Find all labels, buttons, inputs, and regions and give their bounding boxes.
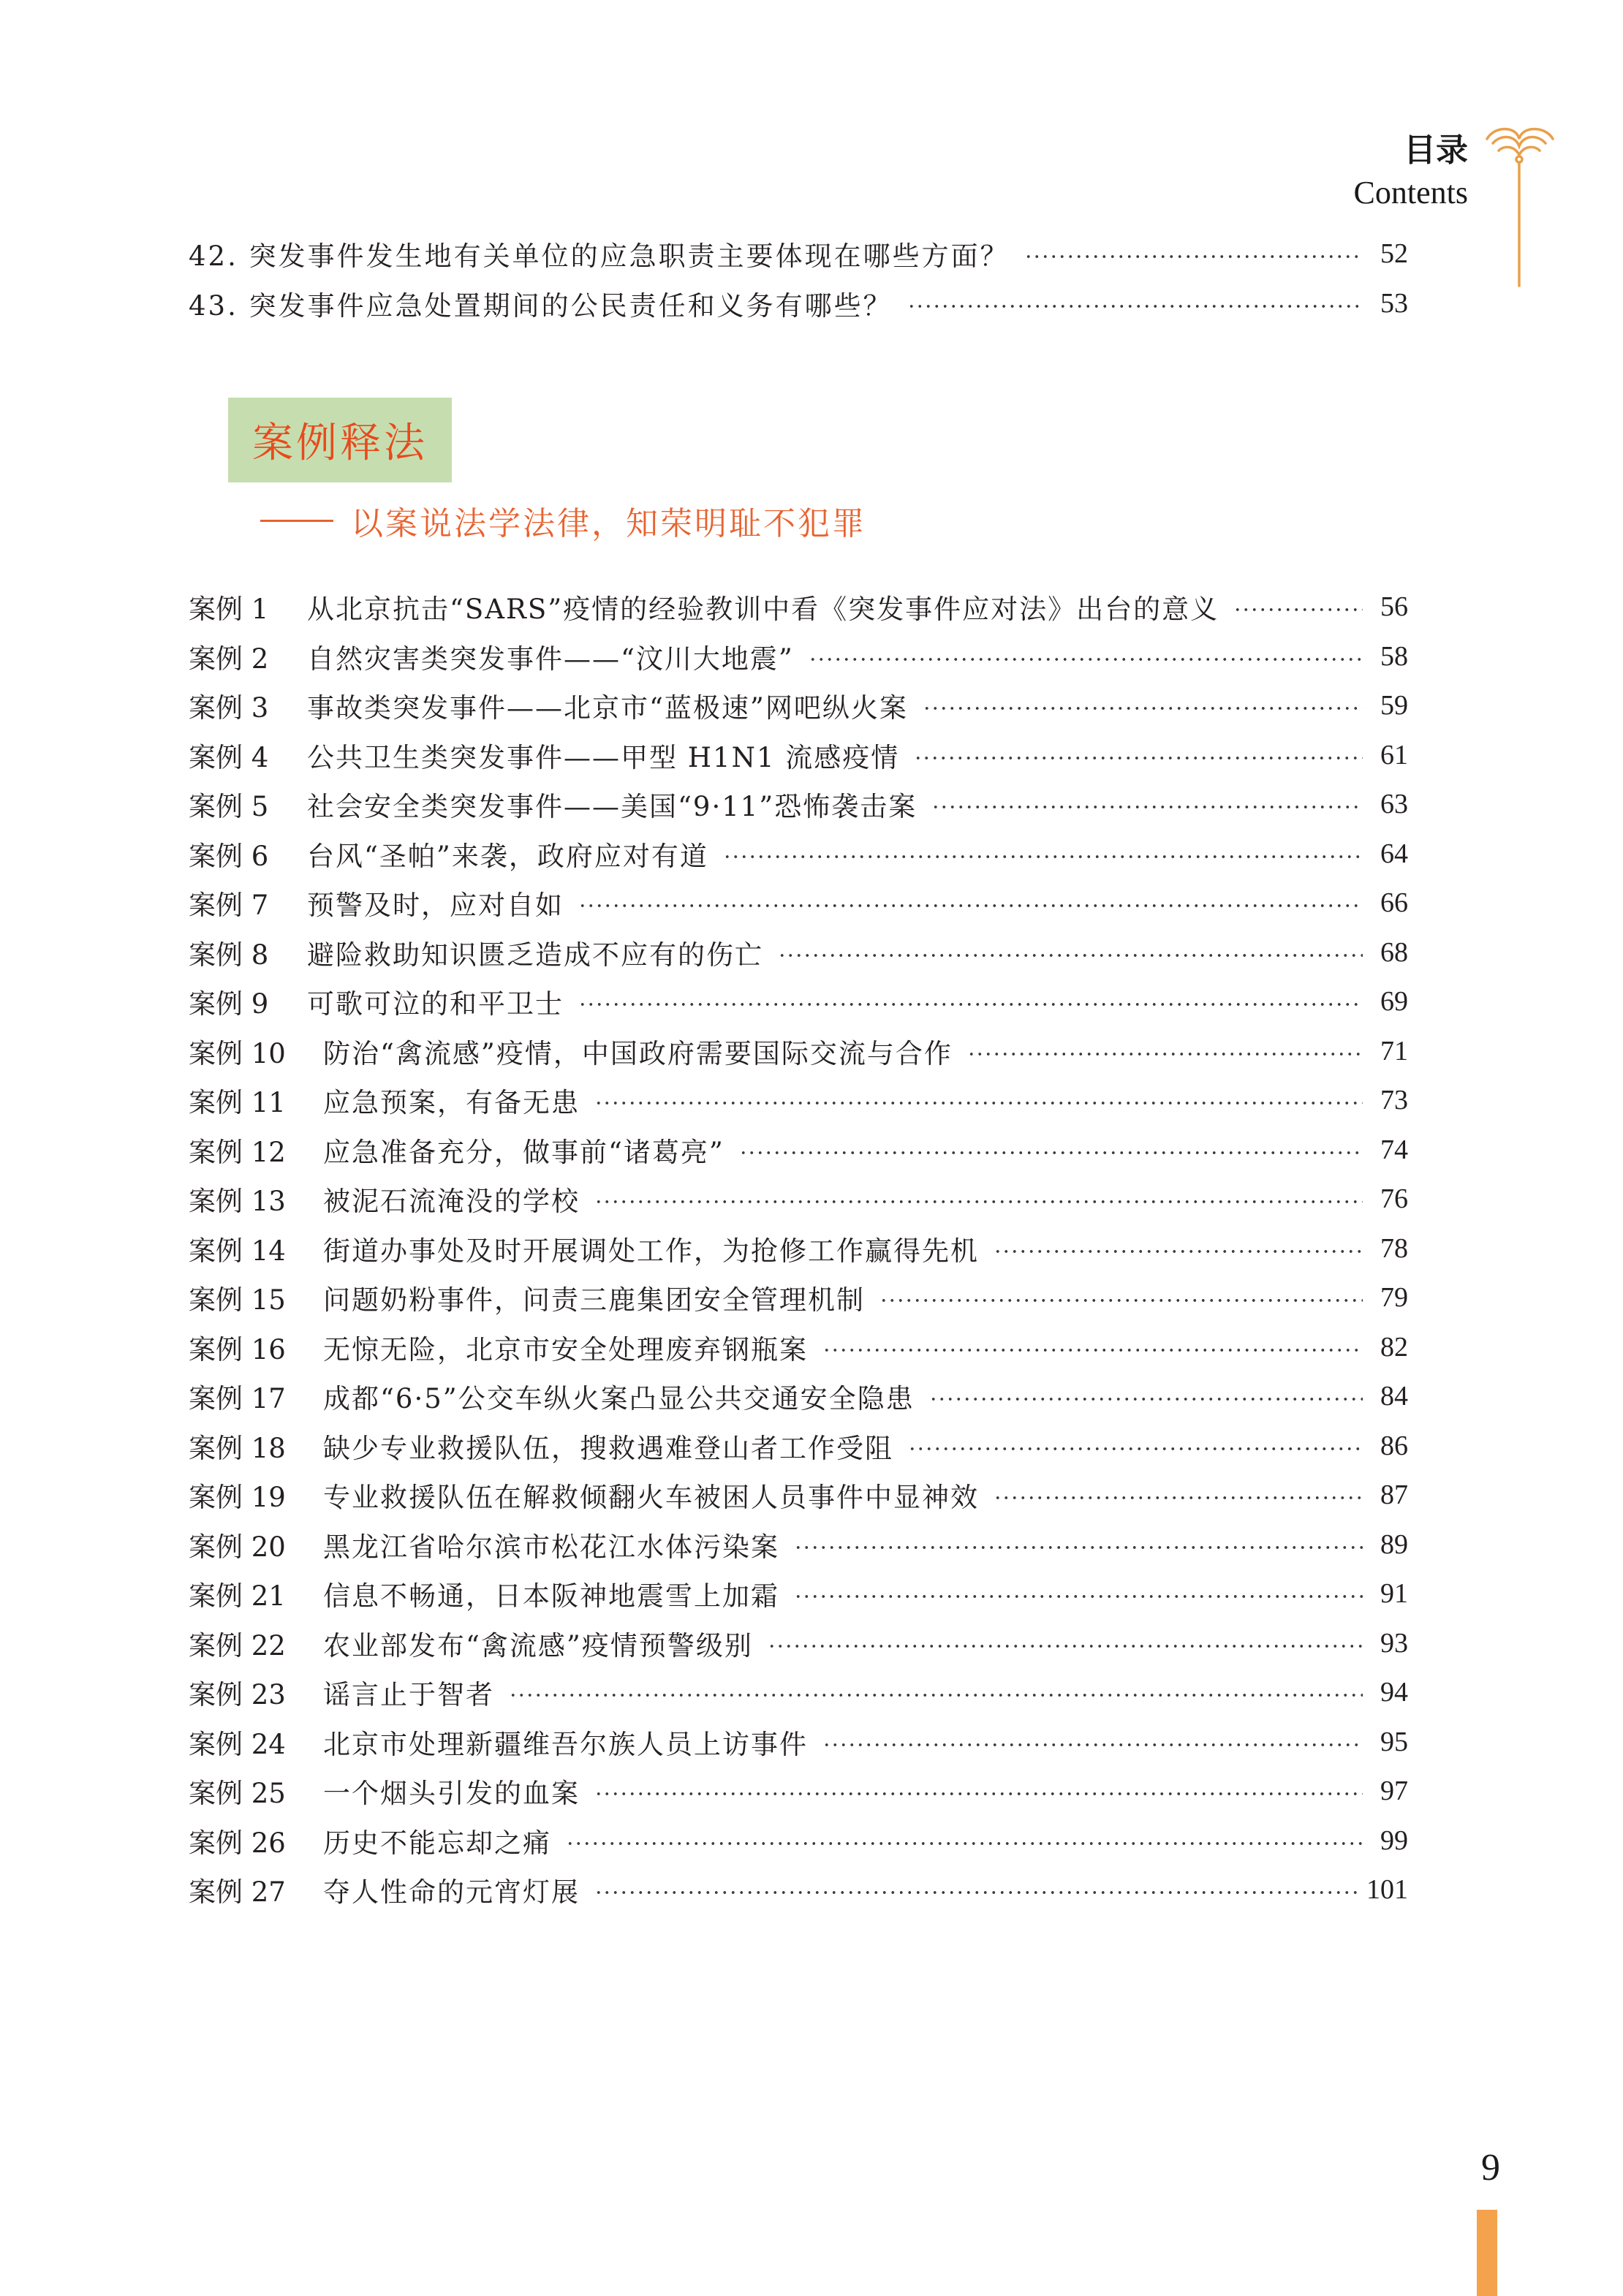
- case-number: 案例 13: [189, 1186, 286, 1217]
- case-page: 58: [1380, 640, 1408, 672]
- case-page: 101: [1366, 1874, 1408, 1905]
- case-title: 专业救援队伍在解救倾翻火车被困人员事件中显神效: [323, 1482, 979, 1513]
- case-page: 74: [1380, 1134, 1408, 1165]
- leader-dots: [923, 707, 1363, 710]
- case-number: 案例 22: [189, 1629, 286, 1662]
- question-row[interactable]: [189, 230, 1408, 278]
- leader-dots: [967, 1053, 1363, 1056]
- case-row[interactable]: [189, 1422, 1408, 1470]
- case-number: 案例 18: [189, 1432, 286, 1464]
- leader-dots: [723, 855, 1363, 858]
- case-title: 避险救助知识匮乏造成不应有的伤亡: [307, 939, 763, 971]
- case-title: 夺人性命的元宵灯展: [323, 1876, 580, 1908]
- case-title: 农业部发布“禽流感”疫情预警级别: [323, 1629, 753, 1662]
- case-title: 社会安全类突发事件——美国“9·11”恐怖袭击案: [307, 791, 918, 822]
- subtitle-dash: [260, 520, 333, 522]
- leader-dots: [739, 1151, 1363, 1154]
- case-row[interactable]: [189, 1471, 1408, 1519]
- section-subtitle: [260, 497, 866, 544]
- case-page: 59: [1380, 690, 1408, 721]
- case-page: 84: [1380, 1381, 1408, 1412]
- case-row[interactable]: [189, 879, 1408, 927]
- case-title: 街道办事处及时开展调处工作，为抢修工作赢得先机: [323, 1235, 979, 1267]
- case-title: 防治“禽流感”疫情，中国政府需要国际交流与合作: [323, 1037, 953, 1069]
- case-page: 97: [1380, 1776, 1408, 1806]
- leader-dots: [994, 1250, 1363, 1253]
- case-row[interactable]: [189, 830, 1408, 878]
- case-row[interactable]: [189, 780, 1408, 828]
- case-title: 自然灾害类突发事件——“汶川大地震”: [307, 643, 794, 675]
- case-number: 案例 16: [189, 1333, 286, 1365]
- contents-header: [1354, 129, 1468, 213]
- case-title: 黑龙江省哈尔滨市松花江水体污染案: [323, 1531, 779, 1563]
- case-title: 应急预案，有备无患: [323, 1087, 580, 1118]
- case-page: 91: [1380, 1578, 1408, 1609]
- leader-dots: [822, 1349, 1363, 1352]
- case-row[interactable]: [189, 1224, 1408, 1273]
- case-page: 94: [1380, 1677, 1408, 1708]
- case-title: 信息不畅通，日本阪神地震雪上加霜: [323, 1580, 779, 1612]
- case-row[interactable]: [189, 1816, 1408, 1865]
- leader-dots: [908, 1447, 1363, 1450]
- case-row[interactable]: [189, 1668, 1408, 1716]
- case-number: 案例 1: [189, 594, 269, 625]
- case-number: 案例 6: [189, 840, 269, 872]
- leader-dots: [929, 1398, 1363, 1401]
- case-page: 99: [1380, 1825, 1408, 1856]
- leader-dots: [907, 305, 1363, 308]
- case-title: 可歌可泣的和平卫士: [307, 988, 564, 1020]
- leader-dots: [778, 954, 1363, 957]
- leader-dots: [594, 1891, 1358, 1894]
- case-page: 78: [1380, 1232, 1408, 1264]
- case-row[interactable]: [189, 632, 1408, 681]
- leader-dots: [794, 1546, 1363, 1549]
- section-title-badge: [228, 398, 452, 482]
- leader-dots: [1233, 608, 1363, 611]
- leader-dots: [594, 1102, 1363, 1105]
- leader-dots: [1024, 255, 1363, 258]
- leader-dots: [822, 1743, 1363, 1746]
- case-title: 被泥石流淹没的学校: [323, 1186, 580, 1217]
- case-row[interactable]: [189, 1619, 1408, 1667]
- case-title: 应急准备充分，做事前“诸葛亮”: [323, 1136, 725, 1168]
- case-title: 一个烟头引发的血案: [323, 1778, 580, 1809]
- case-page: 71: [1380, 1035, 1408, 1066]
- leader-dots: [809, 658, 1363, 661]
- case-row[interactable]: [189, 1372, 1408, 1420]
- case-number: 案例 25: [189, 1778, 286, 1809]
- leader-dots: [914, 757, 1363, 759]
- case-page: 87: [1380, 1479, 1408, 1510]
- section-subtitle-text: 以案说法学法律，知荣明耻不犯罪: [351, 505, 866, 542]
- leader-dots: [994, 1496, 1363, 1499]
- case-number: 案例 23: [189, 1679, 286, 1710]
- leader-dots: [578, 1003, 1363, 1006]
- case-number: 案例 24: [189, 1728, 286, 1760]
- case-title: 事故类突发事件——北京市“蓝极速”网吧纵火案: [307, 692, 908, 724]
- case-number: 案例 11: [189, 1087, 286, 1118]
- case-title: 预警及时，应对自如: [307, 890, 564, 921]
- leader-dots: [566, 1842, 1363, 1845]
- case-title: 缺少专业救援队伍，搜救遇难登山者工作受阻: [323, 1432, 893, 1464]
- case-page: 64: [1380, 838, 1408, 869]
- case-number: 案例 19: [189, 1482, 286, 1513]
- question-page: 53: [1380, 288, 1408, 319]
- case-number: 案例 3: [189, 692, 269, 724]
- case-page: 68: [1380, 936, 1408, 968]
- case-title: 成都“6·5”公交车纵火案凸显公共交通安全隐患: [323, 1383, 915, 1414]
- leader-dots: [509, 1694, 1363, 1697]
- case-row[interactable]: [189, 928, 1408, 977]
- case-number: 案例 17: [189, 1383, 286, 1414]
- case-row[interactable]: [189, 1175, 1408, 1223]
- case-title: 北京市处理新疆维吾尔族人员上访事件: [323, 1728, 808, 1760]
- case-page: 66: [1380, 887, 1408, 918]
- question-row[interactable]: [189, 279, 1408, 327]
- question-page: 52: [1380, 238, 1408, 269]
- question-title: 43. 突发事件应急处置期间的公民责任和义务有哪些？: [189, 290, 893, 322]
- case-page: 76: [1380, 1183, 1408, 1214]
- case-number: 案例 21: [189, 1580, 286, 1612]
- case-row[interactable]: [189, 1126, 1408, 1174]
- case-title: 历史不能忘却之痛: [323, 1827, 551, 1859]
- case-row[interactable]: [189, 1520, 1408, 1569]
- case-page: 73: [1380, 1085, 1408, 1115]
- case-row[interactable]: [189, 731, 1408, 779]
- case-row[interactable]: [189, 1767, 1408, 1815]
- leader-dots: [594, 1792, 1363, 1795]
- question-title: 42. 突发事件发生地有关单位的应急职责主要体现在哪些方面？: [189, 240, 1010, 272]
- page-number: 9: [1481, 2147, 1500, 2189]
- case-number: 案例 14: [189, 1235, 286, 1267]
- case-number: 案例 20: [189, 1531, 286, 1563]
- page-edge-bar: [1477, 2210, 1497, 2296]
- case-number: 案例 2: [189, 643, 269, 675]
- case-page: 86: [1380, 1430, 1408, 1461]
- case-page: 56: [1380, 591, 1408, 622]
- case-title: 谣言止于智者: [323, 1679, 494, 1710]
- case-row[interactable]: [189, 1718, 1408, 1766]
- case-title: 问题奶粉事件，问责三鹿集团安全管理机制: [323, 1284, 865, 1316]
- case-number: 案例 12: [189, 1136, 286, 1168]
- case-row[interactable]: [189, 1273, 1408, 1322]
- leader-dots: [879, 1299, 1363, 1302]
- case-row[interactable]: [189, 1027, 1408, 1075]
- case-title: 无惊无险，北京市安全处理废弃钢瓶案: [323, 1333, 808, 1365]
- case-page: 93: [1380, 1627, 1408, 1659]
- section-title: 案例释法: [252, 420, 428, 467]
- case-row[interactable]: [189, 1076, 1408, 1124]
- leader-dots: [794, 1595, 1363, 1598]
- case-row[interactable]: [189, 1865, 1408, 1914]
- case-number: 案例 7: [189, 890, 269, 921]
- case-title: 公共卫生类突发事件——甲型 H1N1 流感疫情: [307, 741, 900, 773]
- case-row[interactable]: [189, 1569, 1408, 1618]
- case-page: 89: [1380, 1528, 1408, 1560]
- case-title: 从北京抗击“SARS”疫情的经验教训中看《突发事件应对法》出台的意义: [307, 594, 1219, 625]
- case-number: 案例 9: [189, 988, 269, 1020]
- case-page: 82: [1380, 1331, 1408, 1363]
- case-row[interactable]: [189, 583, 1408, 631]
- leader-dots: [594, 1200, 1363, 1203]
- case-page: 63: [1380, 789, 1408, 819]
- case-row[interactable]: [189, 681, 1408, 730]
- case-page: 61: [1380, 739, 1408, 770]
- case-page: 69: [1380, 986, 1408, 1017]
- ornament-icon: [1478, 121, 1559, 289]
- header-title-cn: 目录: [1404, 132, 1468, 169]
- case-row[interactable]: [189, 1323, 1408, 1371]
- leader-dots: [931, 806, 1363, 808]
- case-page: 95: [1380, 1726, 1408, 1757]
- case-number: 案例 26: [189, 1827, 286, 1859]
- case-title: 台风“圣帕”来袭，政府应对有道: [307, 840, 708, 872]
- leader-dots: [768, 1645, 1363, 1648]
- case-number: 案例 8: [189, 939, 269, 971]
- case-row[interactable]: [189, 977, 1408, 1026]
- case-number: 案例 5: [189, 791, 269, 822]
- header-title-en: Contents: [1353, 175, 1468, 211]
- case-number: 案例 4: [189, 741, 269, 773]
- case-number: 案例 15: [189, 1284, 286, 1316]
- case-number: 案例 27: [189, 1876, 286, 1908]
- leader-dots: [578, 904, 1363, 907]
- case-page: 79: [1380, 1282, 1408, 1313]
- case-number: 案例 10: [189, 1037, 286, 1069]
